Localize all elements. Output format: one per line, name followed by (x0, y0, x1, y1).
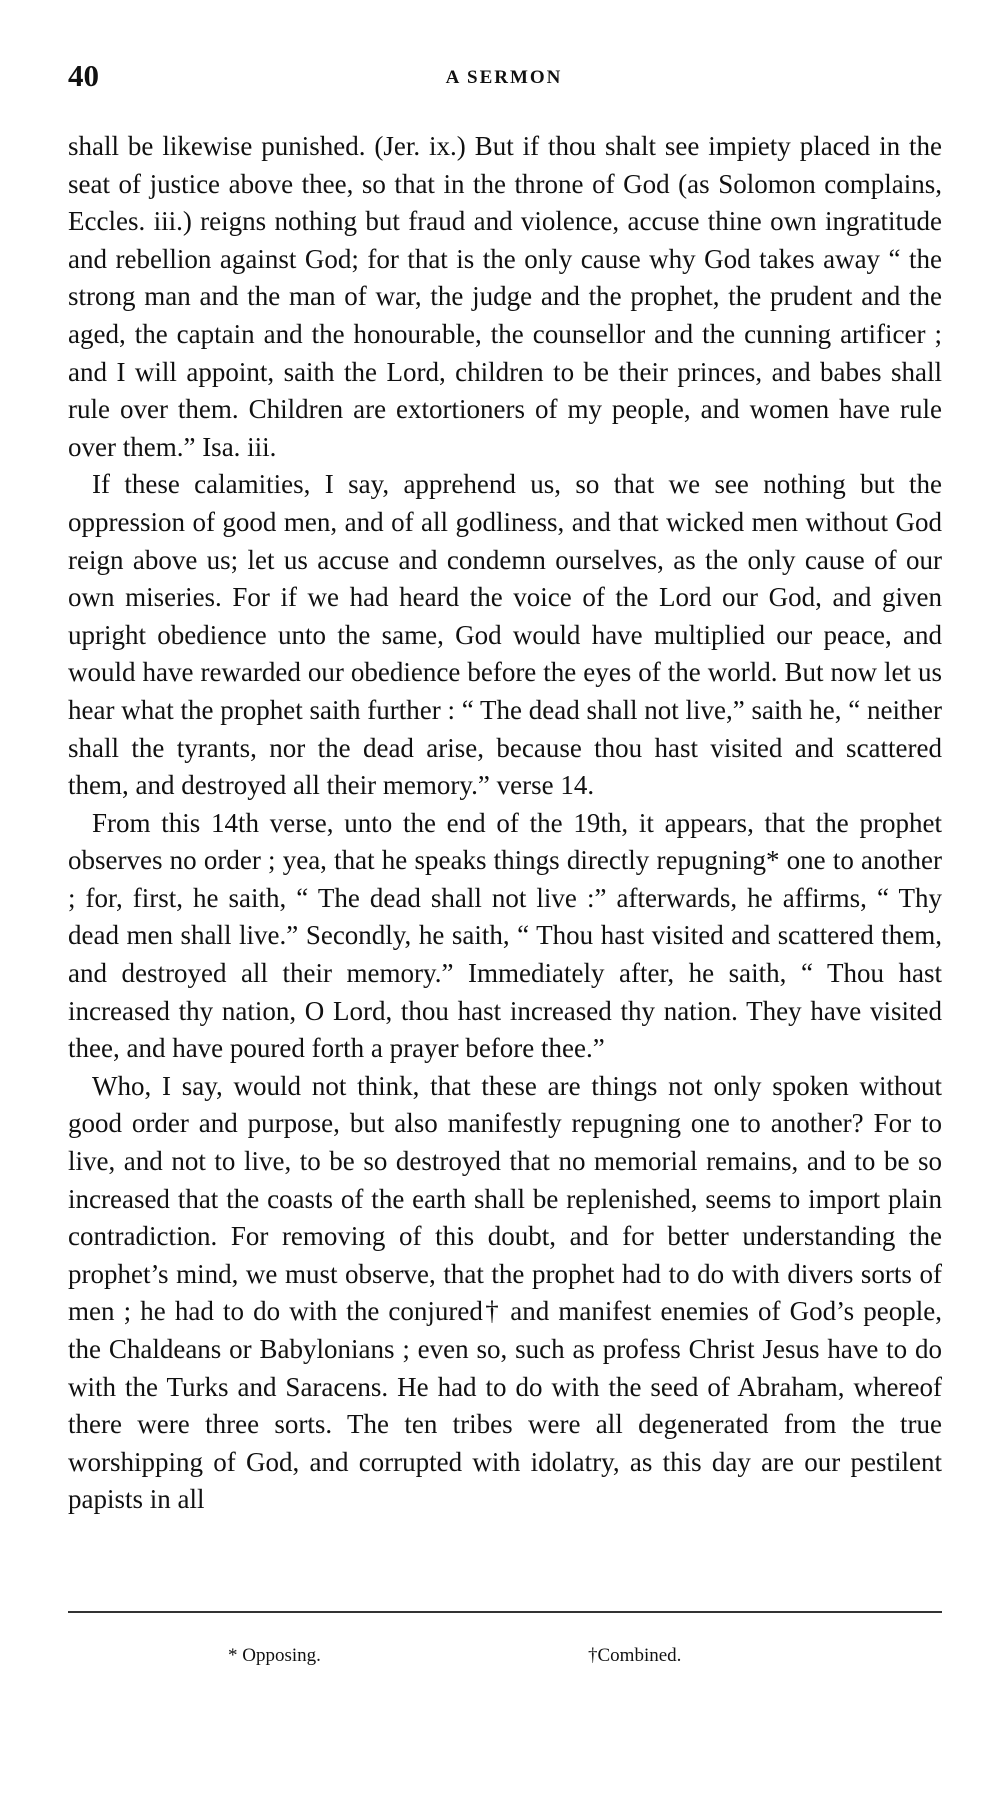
page-number: 40 (68, 58, 99, 93)
running-head (68, 58, 940, 98)
footnote-opposing: * Opposing. (228, 1645, 321, 1666)
running-title: A SERMON (445, 67, 563, 88)
body-text (68, 128, 942, 1519)
paragraph-2: If these calamities, I say, apprehend us, so that we see nothing but the oppression of good men, and of all godliness, and that wicked men without God reign above us; let us accuse and condemn ourselves, as the only cause of our own miseries. For if we had heard the voice of the Lord our God, and given upright obedience unto the same, God would have multiplied our peace, and would have rewarded our obedience before the eyes of the world. But now let us hear what the prophet saith further : “ The dead shall not live,” saith he, “ neither shall the tyrants, nor the dead arise, because thou hast visited and scattered them, and destroyed all their memory.” verse 14. (68, 469, 942, 801)
paragraph-1: shall be likewise punished. (Jer. ix.) But if thou shalt see impiety placed in the seat of justice above thee, so that in the throne of God (as Solomon complains, Eccles. iii.) reigns nothing but fraud and violence, accuse thine own ingratitude and rebellion against God; for that is the only cause why God takes away “ the strong man and the man of war, the judge and the prophet, the prudent and the aged, the captain and the honourable, the counsellor and the cunning artificer ; and I will appoint, saith the Lord, children to be their princes, and babes shall rule over them. Children are extortioners of my people, and women have rule over them.” Isa. iii. (68, 131, 942, 462)
footnotes (68, 1645, 942, 1675)
paragraph-3: From this 14th verse, unto the end of the 19th, it appears, that the prophet observes no order ; yea, that he speaks things directly repugning* one to another ; for, first, he saith, “ The dead shall not live :” afterwards, he affirms, “ Thy dead men shall live.” Secondly, he saith, “ Thou hast visited and scattered them, and destroyed all their memory.” Immediately after, he saith, “ Thou hast increased thy nation, O Lord, thou hast increased thy nation. They have visited thee, and have poured forth a prayer before thee.” (68, 807, 942, 1064)
footnote-rule (68, 1611, 942, 1613)
paragraph-4: Who, I say, would not think, that these are things not only spoken without good order and purpose, but also manifestly repugning one to another? For to live, and not to live, to be so destroyed that no memorial remains, and to be so increased that the coasts of the earth shall be replenished, seems to import plain contradiction. For removing of this doubt, and for better understanding the prophet’s mind, we must observe, that the prophet had to do with divers sorts of men ; he had to do with the conjured† and manifest enemies of God’s people, the Chaldeans or Babylonians ; even so, such as profess Christ Jesus have to do with the Turks and Saracens. He had to do with the seed of Abraham, whereof there were three sorts. The ten tribes were all degenerated from the true worshipping of God, and corrupted with idolatry, as this day are our pestilent papists in all (68, 1070, 942, 1515)
footnote-combined: †Combined. (588, 1645, 682, 1666)
